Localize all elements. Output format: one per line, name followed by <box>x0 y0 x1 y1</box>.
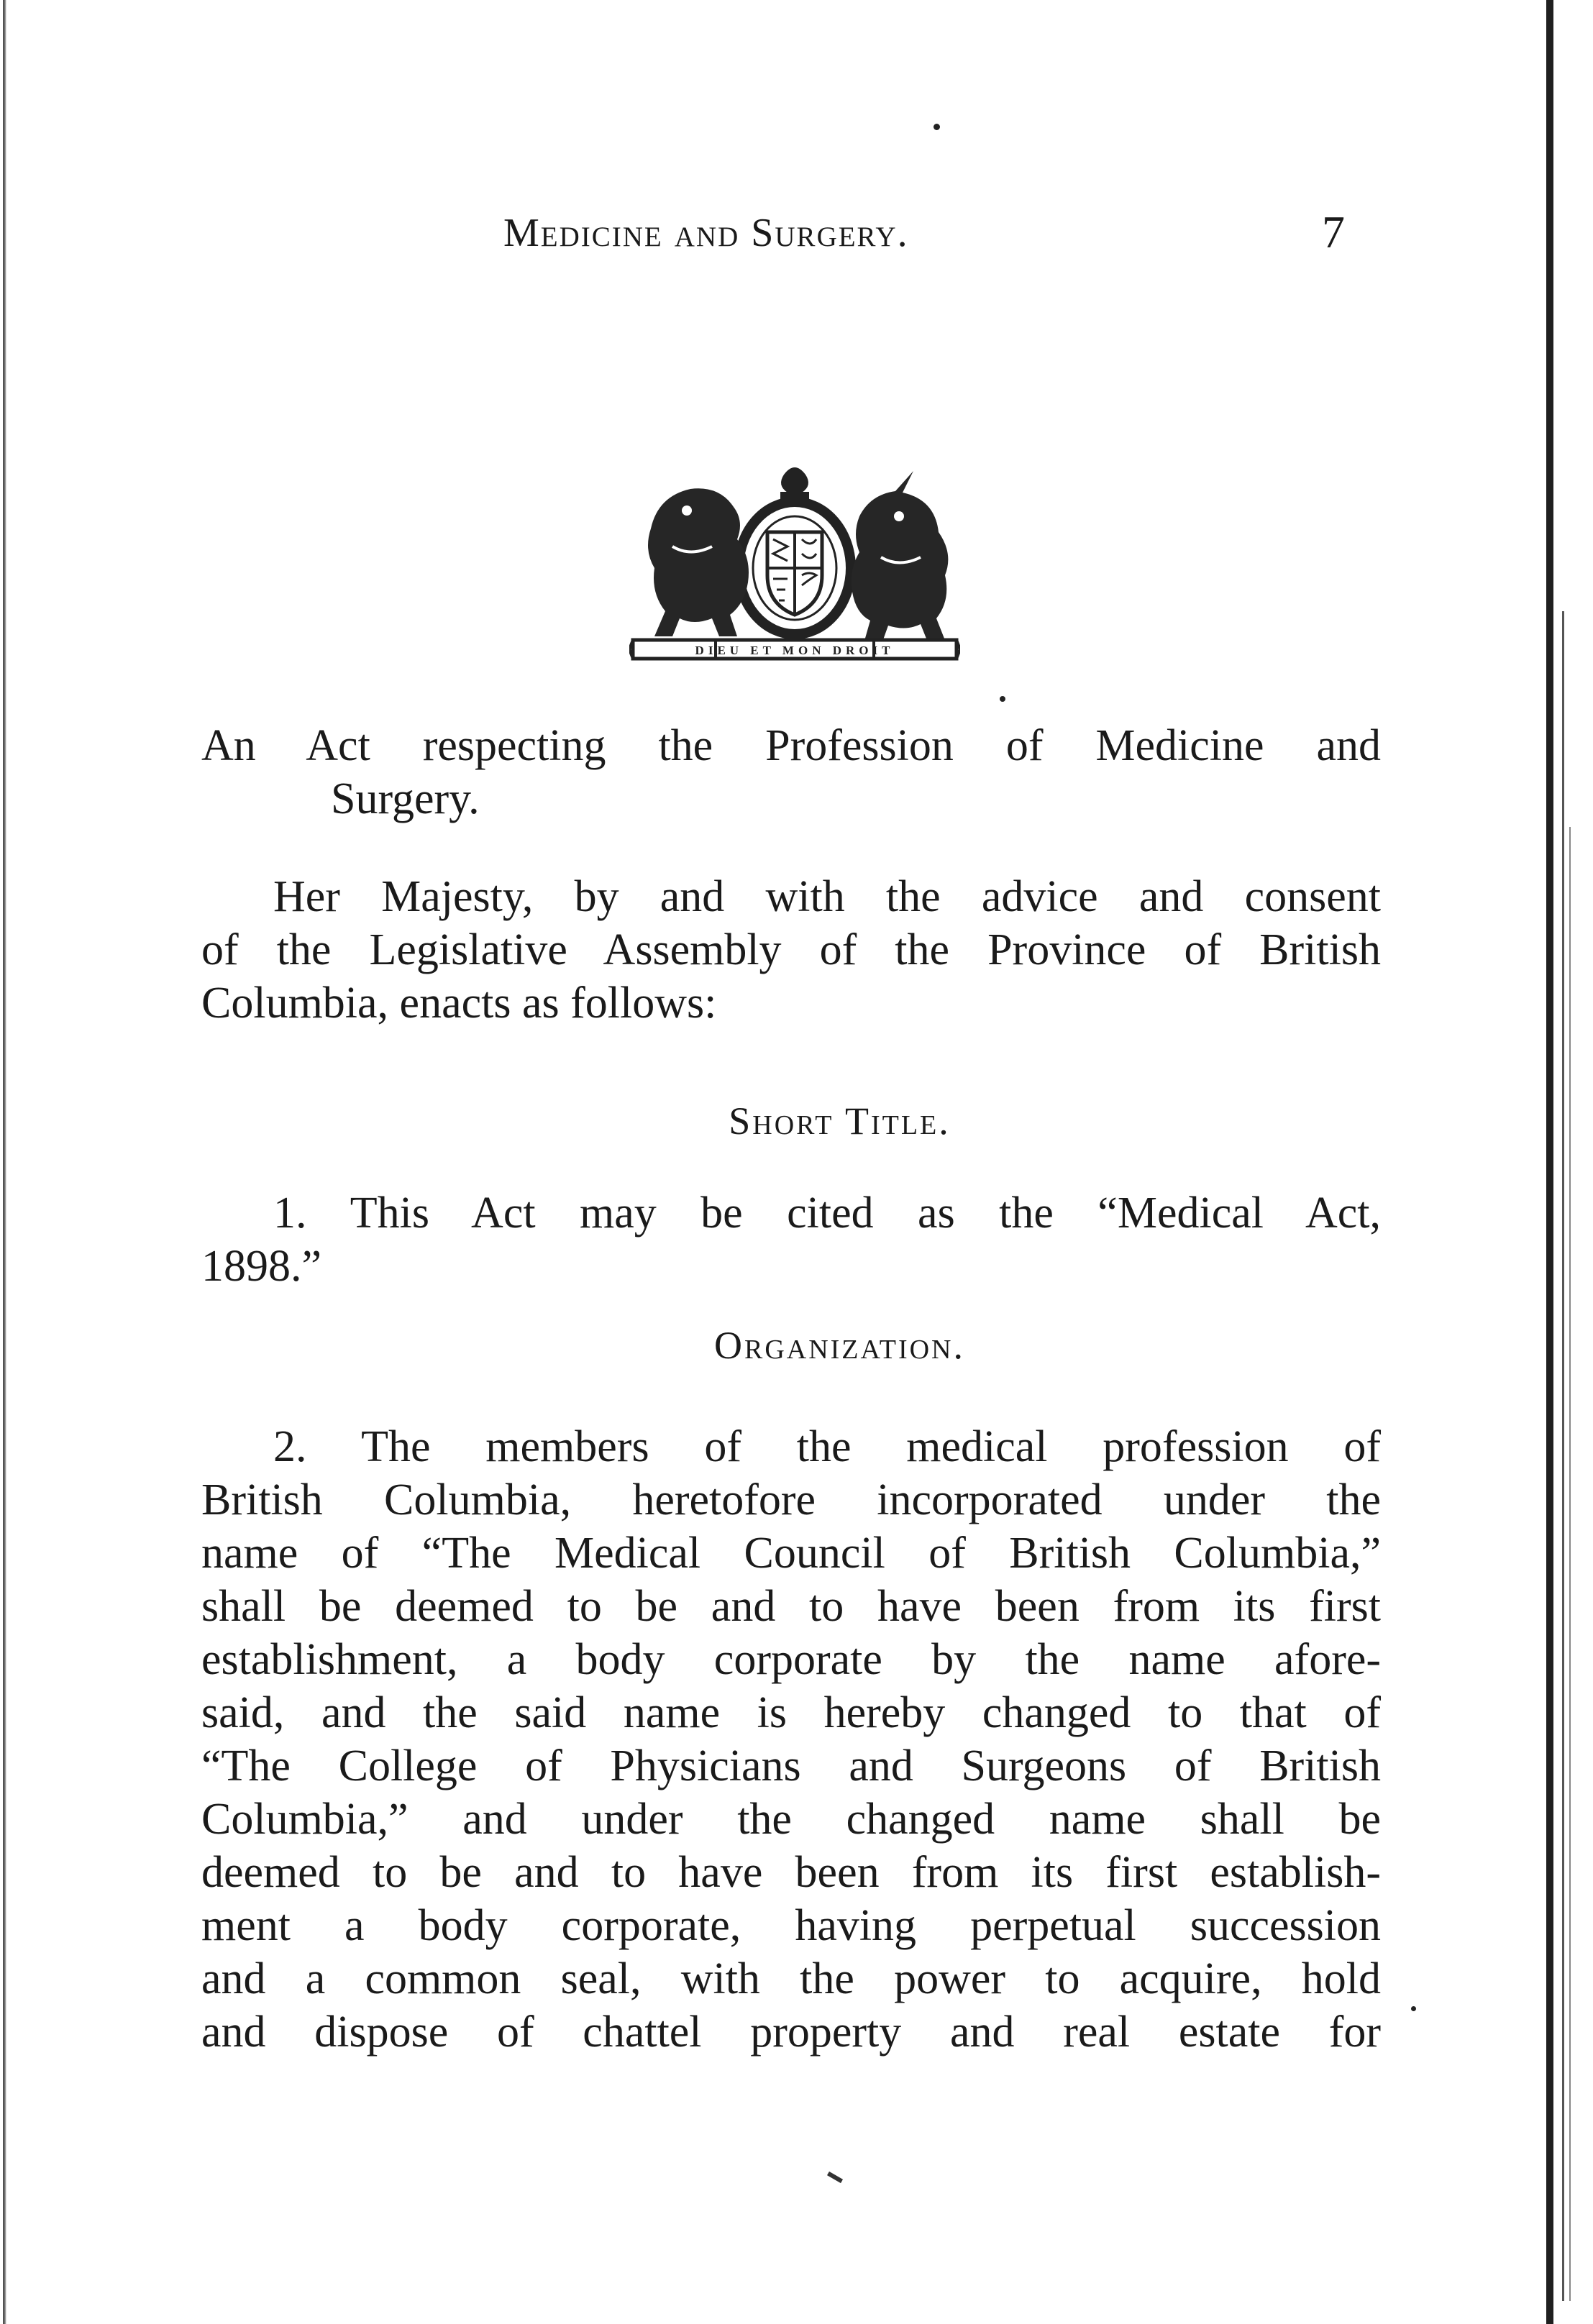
section-2-line: Columbia,” and under the changed name shall be <box>201 1795 1381 1844</box>
royal-coat-of-arms-icon <box>629 460 960 669</box>
page-number: 7 <box>1322 206 1345 257</box>
act-title <box>201 719 1381 825</box>
left-page-edge <box>3 0 6 2324</box>
section-2 <box>201 1420 1381 2059</box>
section-2-line: “The College of Physicians and Surgeons of British <box>201 1742 1381 1790</box>
right-page-edge-shadow-2 <box>1569 827 1571 2301</box>
speck <box>934 124 940 130</box>
right-page-edge <box>1546 0 1553 2324</box>
section-2-line: shall be deemed to be and to have been from its first <box>201 1582 1381 1631</box>
act-title-line: Surgery. <box>331 774 480 823</box>
section-2-line: ment a body corporate, having perpetual succession <box>201 1901 1381 1950</box>
right-page-edge-shadow <box>1562 611 1564 2301</box>
enacting-line: of the Legislative Assembly of the Province of British <box>201 925 1381 974</box>
section-1-line: 1898.” <box>201 1242 322 1291</box>
section-heading-organization: Organization. <box>713 1324 966 1367</box>
section-2-line: deemed to be and to have been from its first establish- <box>201 1848 1381 1897</box>
speck-mark <box>827 2172 843 2183</box>
section-2-line: said, and the said name is hereby changed to that of <box>201 1688 1381 1737</box>
section-1-line: 1. This Act may be cited as the “Medical Act, <box>273 1189 1381 1238</box>
running-title: Medicine and Surgery. <box>503 211 909 255</box>
speck <box>1000 696 1005 702</box>
section-2-line: establishment, a body corporate by the name afore- <box>201 1635 1381 1684</box>
section-2-line: 2. The members of the medical profession of <box>273 1422 1381 1471</box>
section-2-line: and dispose of chattel property and real estate for <box>201 2008 1381 2057</box>
svg-text:DIEU ET MON DROIT: DIEU ET MON DROIT <box>695 644 895 657</box>
enacting-line: Her Majesty, by and with the advice and consent <box>273 872 1381 921</box>
section-1 <box>201 1186 1381 1293</box>
speck <box>1411 2006 1416 2011</box>
enacting-line: Columbia, enacts as follows: <box>201 979 717 1028</box>
act-title-line: An Act respecting the Profession of Medicine and <box>201 721 1381 770</box>
enacting-clause <box>201 870 1381 1030</box>
section-2-line: and a common seal, with the power to acquire, hold <box>201 1954 1381 2003</box>
section-2-line: British Columbia, heretofore incorporated under the <box>201 1476 1381 1524</box>
page-header <box>0 206 1593 275</box>
section-2-line: name of “The Medical Council of British Columbia,” <box>201 1529 1381 1578</box>
section-heading-short-title: Short Title. <box>729 1099 951 1143</box>
